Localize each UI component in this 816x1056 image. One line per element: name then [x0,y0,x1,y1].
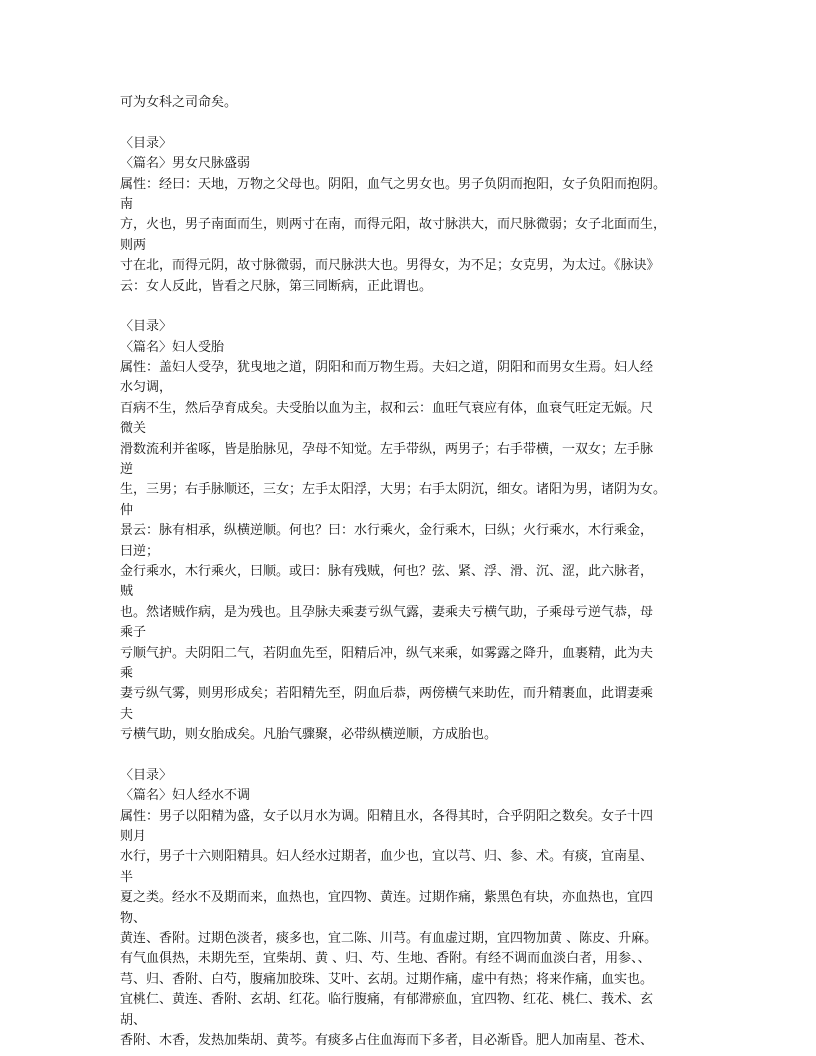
text-line: 属性：男子以阳精为盛，女子以月水为调。阳精且水，各得其时，合乎阴阳之数矣。女子十四 [120,808,654,824]
text-line: 乘 [120,665,134,681]
text-line: 则月 [120,829,147,845]
text-line: 夫 [120,706,134,722]
blank-line [120,746,705,766]
text-line: 百病不生，然后孕育成矣。夫受胎以血为主，叔和云：血旺气衰应有体，血衰气旺定无娠。尺 [120,400,654,416]
text-line: 贼 [120,584,134,600]
text-line: 亏横气助，则女胎成矣。凡胎气骤聚，必带纵横逆顺，方成胎也。 [120,727,498,743]
text-line: 〈篇名〉妇人经水不调 [120,788,251,804]
text-line: 有气血俱热，未期先至，宜柴胡、黄 、归、芍、生地、香附。有经不调而血淡白者，用参、、 [120,951,651,967]
text-line: 逆 [120,462,134,478]
text-line: 曰逆； [120,543,160,559]
text-line: 仲 [120,502,134,518]
text-line: 黄连、香附。过期色淡者，痰多也，宜二陈、川芎。有血虚过期，宜四物加黄 、陈皮、升麻。 [120,931,658,947]
text-line: 香附、木香，发热加柴胡、黄芩。有痰多占住血海而下多者，目必渐昏。肥人加南星、苍术、 [120,1032,654,1048]
text-line: 妻亏纵气雾，则男形成矣；若阳精先至，阴血后恭，两傍横气来助佐，而升精裹血，此谓妻乘 [120,686,654,702]
text-line: 微关 [120,421,147,437]
text-line: 南 [120,196,134,212]
text-line: 水行，男子十六则阳精具。妇人经水过期者，血少也，宜以芎、归、参、术。有痰，宜南星、 [120,849,654,865]
text-line: 芎、归、香附、白芍，腹痛加胶珠、艾叶、玄胡。过期作痛，虚中有热；将来作痛，血实也。 [120,971,654,987]
text-line: 属性：盖妇人受孕，犹曳地之道，阴阳和而万物生焉。夫妇之道，阴阳和而男女生焉。妇人经 [120,360,654,376]
text-line: 云：女人反此，皆看之尺脉，第三同断病，正此谓也。 [120,278,433,294]
text-line: 〈目录〉 [120,767,173,783]
text-line: 亏顺气护。夫阴阳二气，若阴血先至，阳精后冲，纵气来乘，如雾露之降升，血裹精，此为夫 [120,645,654,661]
text-line: 景云：脉有相承，纵横逆顺。何也？曰：水行乘火，金行乘木，曰纵；火行乘水，木行乘金， [120,523,654,539]
text-line: 〈篇名〉男女尺脉盛弱 [120,156,251,172]
text-line: 则两 [120,237,147,253]
text-line: 生，三男；右手脉顺还，三女；左手太阳浮，大男；右手太阴沉，细女。诸阳为男，诸阴为女。 [120,482,667,498]
text-line: 乘子 [120,625,147,641]
text-line: 〈目录〉 [120,135,173,151]
text-line: 物、 [120,910,147,926]
text-line: 胡、 [120,1012,147,1028]
text-line: 宜桃仁、黄连、香附、玄胡、红花。临行腹痛，有郁滞瘀血，宜四物、红花、桃仁、莪术、玄 [120,992,654,1008]
text-line: 可为女科之司命矣。 [120,95,238,110]
text-line: 〈目录〉 [120,319,173,335]
text-line: 滑数流利并雀啄，皆是胎脉见，孕母不知觉。左手带纵，两男子；右手带横，一双女；左手脉 [120,441,654,457]
blank-line [120,113,705,133]
text-line: 方，火也，男子南面而生，则两寸在南，而得元阳，故寸脉洪大，而尺脉微弱；女子北面而生， [120,217,667,233]
text-line: 寸在北，而得元阴，故寸脉微弱，而尺脉洪大也。男得女，为不足；女克男，为太过。《脉诀》 [120,258,660,274]
document-page [120,93,705,1051]
text-line: 半 [120,869,134,885]
blank-line [120,297,705,317]
text-line: 属性：经曰：天地，万物之父母也。阴阳，血气之男女也。男子负阴而抱阳，女子负阳而抱阴。 [120,176,667,192]
text-line: 夏之类。经水不及期而来，血热也，宜四物、黄连。过期作痛，紫黑色有块，亦血热也，宜四 [120,890,654,906]
text-line: 金行乘水，木行乘火，曰顺。或曰：脉有残贼，何也？弦、紧、浮、滑、沉、涩，此六脉者， [120,563,654,579]
text-line: 〈篇名〉妇人受胎 [120,339,225,355]
text-line: 也。然诸贼作病，是为残也。且孕脉夫乘妻亏纵气露，妻乘夫亏横气助，子乘母亏逆气恭，母 [120,604,654,620]
text-line: 水匀调， [120,380,173,396]
